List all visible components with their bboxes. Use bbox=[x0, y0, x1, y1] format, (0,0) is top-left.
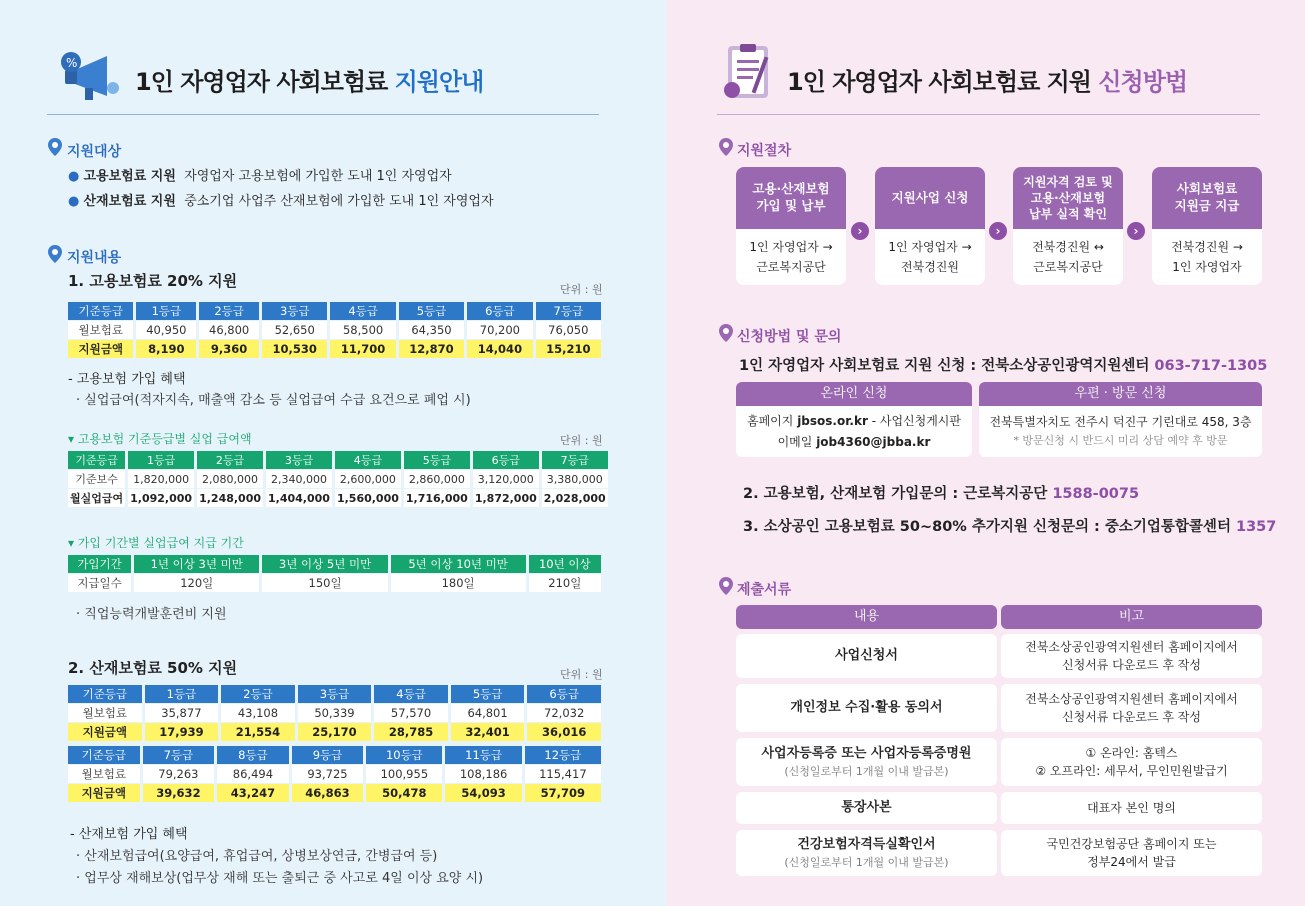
period-table-title: ▾ 가입 기간별 실업급여 지급 기간 bbox=[68, 536, 244, 550]
table-cell: 70,200 bbox=[467, 321, 532, 339]
industrial-benefit-item: · 산재보험급여(요양급여, 휴업급여, 상병보상연금, 간병급여 등) bbox=[76, 849, 438, 864]
procedure-step bbox=[736, 167, 846, 285]
table-cell: 72,032 bbox=[527, 704, 601, 722]
online-label: - 사업신청게시판 bbox=[867, 414, 961, 429]
doc-note: ① 온라인: 홈텍스 bbox=[1085, 746, 1178, 760]
table-cell: 180일 bbox=[391, 574, 526, 592]
table-cell: 3,120,000 bbox=[473, 470, 539, 488]
doc-name: 개인정보 수집·활용 동의서 bbox=[790, 700, 943, 716]
chevron-right-icon: › bbox=[1127, 222, 1145, 240]
table-cell: 150일 bbox=[262, 574, 387, 592]
table-cell: 월보험료 bbox=[68, 321, 133, 339]
table-header: 7등급 bbox=[542, 451, 608, 469]
table-cell: 115,417 bbox=[525, 765, 601, 783]
table-cell: 50,339 bbox=[298, 704, 372, 722]
right-title-divider bbox=[717, 114, 1260, 115]
docs-heading: 제출서류 bbox=[737, 582, 792, 598]
doc-note: 대표자 본인 명의 bbox=[1087, 801, 1176, 815]
location-pin-icon bbox=[719, 324, 733, 342]
table-cell: 21,554 bbox=[221, 723, 295, 741]
apply-phone: 1357 bbox=[1236, 519, 1277, 535]
table-cell: 25,170 bbox=[298, 723, 372, 741]
apply-line-text: 3. 소상공인 고용보험료 50~80% 추가지원 신청문의 : 중소기업통합콜센터 bbox=[743, 519, 1236, 535]
apply-heading: 신청방법 및 문의 bbox=[737, 329, 842, 345]
docs-col-header: 비고 bbox=[1001, 605, 1262, 629]
online-label: 이메일 bbox=[777, 434, 817, 449]
table-cell: 46,863 bbox=[292, 784, 364, 802]
target-heading: 지원대상 bbox=[67, 144, 122, 160]
table-cell: 월보험료 bbox=[68, 704, 142, 722]
table-cell: 79,263 bbox=[143, 765, 215, 783]
target-item-employment: ● 고용보험료 지원 자영업자 고용보험에 가입한 도내 1인 자영업자 bbox=[68, 169, 452, 184]
table-cell: 50,478 bbox=[366, 784, 442, 802]
unemployment-benefit-table bbox=[65, 450, 611, 508]
table-cell: 57,709 bbox=[525, 784, 601, 802]
employment-benefit-title: - 고용보험 가입 혜택 bbox=[68, 372, 186, 387]
doc-name: 사업자등록증 또는 사업자등록증명원 bbox=[761, 746, 972, 761]
table-header: 1등급 bbox=[136, 302, 196, 320]
unit-label: 단위 : 원 bbox=[560, 434, 603, 447]
table-header: 8등급 bbox=[217, 746, 289, 764]
apply-line-text: 1인 자영업자 사회보험료 지원 신청 : 전북소상공인광역지원센터 bbox=[739, 358, 1155, 374]
online-label: 홈페이지 bbox=[747, 414, 798, 429]
right-title-text: 1인 자영업자 사회보험료 지원 bbox=[787, 68, 1099, 96]
doc-subnote: (신청일로부터 1개월 이내 발급본) bbox=[784, 855, 949, 869]
content-heading: 지원내용 bbox=[67, 250, 122, 266]
table-cell: 1,248,000 bbox=[197, 489, 263, 507]
table-header: 12등급 bbox=[525, 746, 601, 764]
procedure-step-actors: 1인 자영업자 → 전북경진원 bbox=[888, 239, 972, 274]
right-title bbox=[787, 62, 1187, 97]
procedure-step bbox=[1013, 167, 1123, 285]
table-header: 1년 이상 3년 미만 bbox=[134, 555, 259, 573]
table-cell: 32,401 bbox=[451, 723, 525, 741]
table-cell: 1,820,000 bbox=[128, 470, 194, 488]
table-cell: 64,350 bbox=[399, 321, 464, 339]
apply-line-text: 2. 고용보험, 산재보험 가입문의 : 근로복지공단 bbox=[743, 486, 1053, 502]
table-cell: 9,360 bbox=[199, 340, 259, 358]
table-cell: 14,040 bbox=[467, 340, 532, 358]
unemployment-table-title: ▾ 고용보험 기준등급별 실업 급여액 bbox=[68, 432, 252, 446]
table-header: 1등급 bbox=[145, 685, 219, 703]
unit-label: 단위 : 원 bbox=[560, 283, 603, 296]
procedure-step bbox=[875, 167, 985, 285]
offline-note: * 방문신청 시 반드시 미리 상담 예약 후 방문 bbox=[1013, 434, 1228, 448]
table-cell: 43,108 bbox=[221, 704, 295, 722]
target-item-industrial: ● 산재보험료 지원 중소기업 사업주 산재보험에 가입한 도내 1인 자영업자 bbox=[68, 194, 494, 209]
offline-apply-box bbox=[979, 406, 1262, 457]
homepage-link[interactable]: jbsos.or.kr bbox=[797, 414, 868, 429]
table-cell: 120일 bbox=[134, 574, 259, 592]
doc-note-cell bbox=[1001, 684, 1262, 732]
location-pin-icon bbox=[48, 245, 62, 263]
procedure-step-title: 지원자격 검토 및 고용·산재보험 납부 실적 확인 bbox=[1013, 167, 1123, 229]
industrial-premium-table-1 bbox=[65, 684, 604, 742]
svg-text:%: % bbox=[66, 56, 78, 70]
docs-col-header: 내용 bbox=[736, 605, 997, 629]
doc-name: 건강보험자격득실확인서 bbox=[797, 837, 936, 852]
table-cell: 108,186 bbox=[445, 765, 521, 783]
table-cell: 76,050 bbox=[536, 321, 601, 339]
table-header: 기준등급 bbox=[68, 451, 125, 469]
doc-note: 국민건강보험공단 홈페이지 또는 bbox=[1046, 837, 1217, 851]
table-header: 7등급 bbox=[536, 302, 601, 320]
table-cell: 8,190 bbox=[136, 340, 196, 358]
benefit-period-table bbox=[65, 554, 604, 593]
left-title bbox=[135, 62, 483, 97]
target-item-desc: 자영업자 고용보험에 가입한 도내 1인 자영업자 bbox=[184, 169, 452, 184]
table-cell: 210일 bbox=[529, 574, 601, 592]
apply-line-2 bbox=[743, 482, 1139, 503]
table-cell: 1,560,000 bbox=[335, 489, 401, 507]
email-link[interactable]: job4360@jbba.kr bbox=[816, 434, 931, 449]
doc-note: 전북소상공인광역지원센터 홈페이지에서 bbox=[1025, 692, 1238, 706]
doc-note-cell bbox=[1001, 738, 1262, 786]
table-cell: 1,872,000 bbox=[473, 489, 539, 507]
doc-note-cell bbox=[1001, 792, 1262, 824]
target-item-label: 고용보험료 지원 bbox=[83, 169, 176, 184]
doc-note: 신청서류 다운로드 후 작성 bbox=[1062, 710, 1201, 724]
left-title-divider bbox=[47, 114, 599, 115]
doc-name-cell bbox=[736, 830, 997, 876]
offline-apply-header: 우편 · 방문 신청 bbox=[979, 382, 1262, 406]
doc-name-cell bbox=[736, 738, 997, 786]
table-header: 5등급 bbox=[399, 302, 464, 320]
procedure-step-actors: 1인 자영업자 → 근로복지공단 bbox=[749, 239, 833, 274]
table-cell: 28,785 bbox=[374, 723, 448, 741]
table-cell: 1,716,000 bbox=[404, 489, 470, 507]
table-cell: 월실업급여 bbox=[68, 489, 125, 507]
chevron-right-icon: › bbox=[851, 222, 869, 240]
table-cell: 3,380,000 bbox=[542, 470, 608, 488]
procedure-heading: 지원절차 bbox=[737, 143, 792, 159]
table-cell: 100,955 bbox=[366, 765, 442, 783]
table-cell: 52,650 bbox=[262, 321, 327, 339]
doc-name-cell bbox=[736, 634, 997, 678]
doc-note-cell bbox=[1001, 830, 1262, 876]
target-item-label: 산재보험료 지원 bbox=[83, 194, 176, 209]
apply-phone: 063-717-1305 bbox=[1154, 358, 1268, 374]
table-cell: 86,494 bbox=[217, 765, 289, 783]
apply-line-3 bbox=[743, 515, 1276, 536]
location-pin-icon bbox=[719, 138, 733, 156]
left-title-highlight: 지원안내 bbox=[394, 68, 484, 96]
table-header: 2등급 bbox=[197, 451, 263, 469]
table-cell: 17,939 bbox=[145, 723, 219, 741]
table-cell: 2,028,000 bbox=[542, 489, 608, 507]
table-header: 기준등급 bbox=[68, 685, 142, 703]
online-apply-box bbox=[736, 406, 972, 457]
table-cell: 1,092,000 bbox=[128, 489, 194, 507]
table-header: 기준등급 bbox=[68, 746, 140, 764]
procedure-step-actors: 전북경진원 → 1인 자영업자 bbox=[1171, 239, 1243, 274]
clipboard-icon bbox=[720, 42, 776, 104]
table-cell: 2,340,000 bbox=[266, 470, 332, 488]
procedure-step-actors: 전북경진원 ↔ 근로복지공단 bbox=[1032, 239, 1104, 274]
table-header: 3등급 bbox=[298, 685, 372, 703]
table-cell: 지급일수 bbox=[68, 574, 131, 592]
table-header: 4등급 bbox=[330, 302, 395, 320]
table-cell: 46,800 bbox=[199, 321, 259, 339]
table-cell: 11,700 bbox=[330, 340, 395, 358]
table-cell: 54,093 bbox=[445, 784, 521, 802]
doc-note: 전북소상공인광역지원센터 홈페이지에서 bbox=[1025, 640, 1238, 654]
table-header: 6등급 bbox=[473, 451, 539, 469]
table-header: 3등급 bbox=[262, 302, 327, 320]
industrial-heading: 2. 산재보험료 50% 지원 bbox=[68, 659, 238, 677]
megaphone-icon bbox=[55, 48, 121, 104]
industrial-benefit-item: · 업무상 재해보상(업무상 재해 또는 출퇴근 중 사고로 4일 이상 요양 시) bbox=[76, 871, 484, 886]
doc-note: 정부24에서 발급 bbox=[1087, 855, 1176, 869]
table-cell: 93,725 bbox=[292, 765, 364, 783]
table-cell: 2,600,000 bbox=[335, 470, 401, 488]
table-header: 10년 이상 bbox=[529, 555, 601, 573]
table-header: 6등급 bbox=[527, 685, 601, 703]
table-cell: 57,570 bbox=[374, 704, 448, 722]
procedure-step-title: 고용·산재보험 가입 및 납부 bbox=[736, 167, 846, 229]
table-header: 1등급 bbox=[128, 451, 194, 469]
table-header: 10등급 bbox=[366, 746, 442, 764]
employment-benefit-item: · 실업급여(적자지속, 매출액 감소 등 실업급여 수급 요건으로 폐업 시) bbox=[76, 393, 471, 408]
table-cell: 월보험료 bbox=[68, 765, 140, 783]
table-cell: 39,632 bbox=[143, 784, 215, 802]
doc-name-cell bbox=[736, 684, 997, 732]
table-cell: 35,877 bbox=[145, 704, 219, 722]
doc-note-cell bbox=[1001, 634, 1262, 678]
table-cell: 36,016 bbox=[527, 723, 601, 741]
doc-name: 통장사본 bbox=[841, 800, 892, 816]
table-cell: 지원금액 bbox=[68, 340, 133, 358]
table-cell: 지원금액 bbox=[68, 784, 140, 802]
industrial-premium-table-2 bbox=[65, 745, 604, 803]
apply-line-1 bbox=[739, 354, 1267, 375]
location-pin-icon bbox=[48, 138, 62, 156]
table-cell: 2,080,000 bbox=[197, 470, 263, 488]
table-header: 2등급 bbox=[221, 685, 295, 703]
doc-name: 사업신청서 bbox=[835, 648, 898, 664]
table-cell: 10,530 bbox=[262, 340, 327, 358]
table-cell: 15,210 bbox=[536, 340, 601, 358]
employment-premium-table bbox=[65, 301, 604, 359]
location-pin-icon bbox=[719, 577, 733, 595]
table-cell: 64,801 bbox=[451, 704, 525, 722]
table-header: 기준등급 bbox=[68, 302, 133, 320]
table-header: 2등급 bbox=[199, 302, 259, 320]
table-cell: 1,404,000 bbox=[266, 489, 332, 507]
right-title-highlight: 신청방법 bbox=[1098, 68, 1188, 96]
target-item-desc: 중소기업 사업주 산재보험에 가입한 도내 1인 자영업자 bbox=[184, 194, 494, 209]
offline-address: 전북특별자치도 전주시 덕진구 기린대로 458, 3층 bbox=[989, 414, 1252, 429]
table-cell: 기준보수 bbox=[68, 470, 125, 488]
table-header: 7등급 bbox=[143, 746, 215, 764]
table-header: 11등급 bbox=[445, 746, 521, 764]
table-header: 4등급 bbox=[335, 451, 401, 469]
left-title-text: 1인 자영업자 사회보험료 bbox=[135, 68, 395, 96]
table-cell: 12,870 bbox=[399, 340, 464, 358]
table-header: 6등급 bbox=[467, 302, 532, 320]
table-cell: 지원금액 bbox=[68, 723, 142, 741]
online-email-line bbox=[778, 432, 931, 452]
procedure-step-title: 사회보험료 지원금 지급 bbox=[1152, 167, 1262, 229]
table-cell: 43,247 bbox=[217, 784, 289, 802]
table-header: 5등급 bbox=[404, 451, 470, 469]
doc-name-cell bbox=[736, 792, 997, 824]
table-header: 9등급 bbox=[292, 746, 364, 764]
table-header: 5년 이상 10년 미만 bbox=[391, 555, 526, 573]
table-cell: 40,950 bbox=[136, 321, 196, 339]
table-cell: 2,860,000 bbox=[404, 470, 470, 488]
doc-note: ② 오프라인: 세무서, 무인민원발급기 bbox=[1035, 764, 1228, 778]
table-header: 가입기간 bbox=[68, 555, 131, 573]
procedure-step-title: 지원사업 신청 bbox=[875, 167, 985, 229]
industrial-benefit-title: - 산재보험 가입 혜택 bbox=[70, 827, 188, 842]
doc-subnote: (신청일로부터 1개월 이내 발급본) bbox=[784, 764, 949, 778]
table-header: 3등급 bbox=[266, 451, 332, 469]
table-header: 3년 이상 5년 미만 bbox=[262, 555, 387, 573]
employment-heading: 1. 고용보험료 20% 지원 bbox=[68, 272, 238, 290]
chevron-right-icon: › bbox=[989, 222, 1007, 240]
procedure-step bbox=[1152, 167, 1262, 285]
doc-note: 신청서류 다운로드 후 작성 bbox=[1062, 658, 1201, 672]
table-header: 4등급 bbox=[374, 685, 448, 703]
employment-benefit-item: · 직업능력개발훈련비 지원 bbox=[76, 607, 227, 622]
apply-phone: 1588-0075 bbox=[1052, 486, 1140, 502]
table-cell: 58,500 bbox=[330, 321, 395, 339]
online-homepage-line bbox=[747, 411, 961, 431]
unit-label: 단위 : 원 bbox=[560, 668, 603, 681]
table-header: 5등급 bbox=[451, 685, 525, 703]
online-apply-header: 온라인 신청 bbox=[736, 382, 972, 406]
